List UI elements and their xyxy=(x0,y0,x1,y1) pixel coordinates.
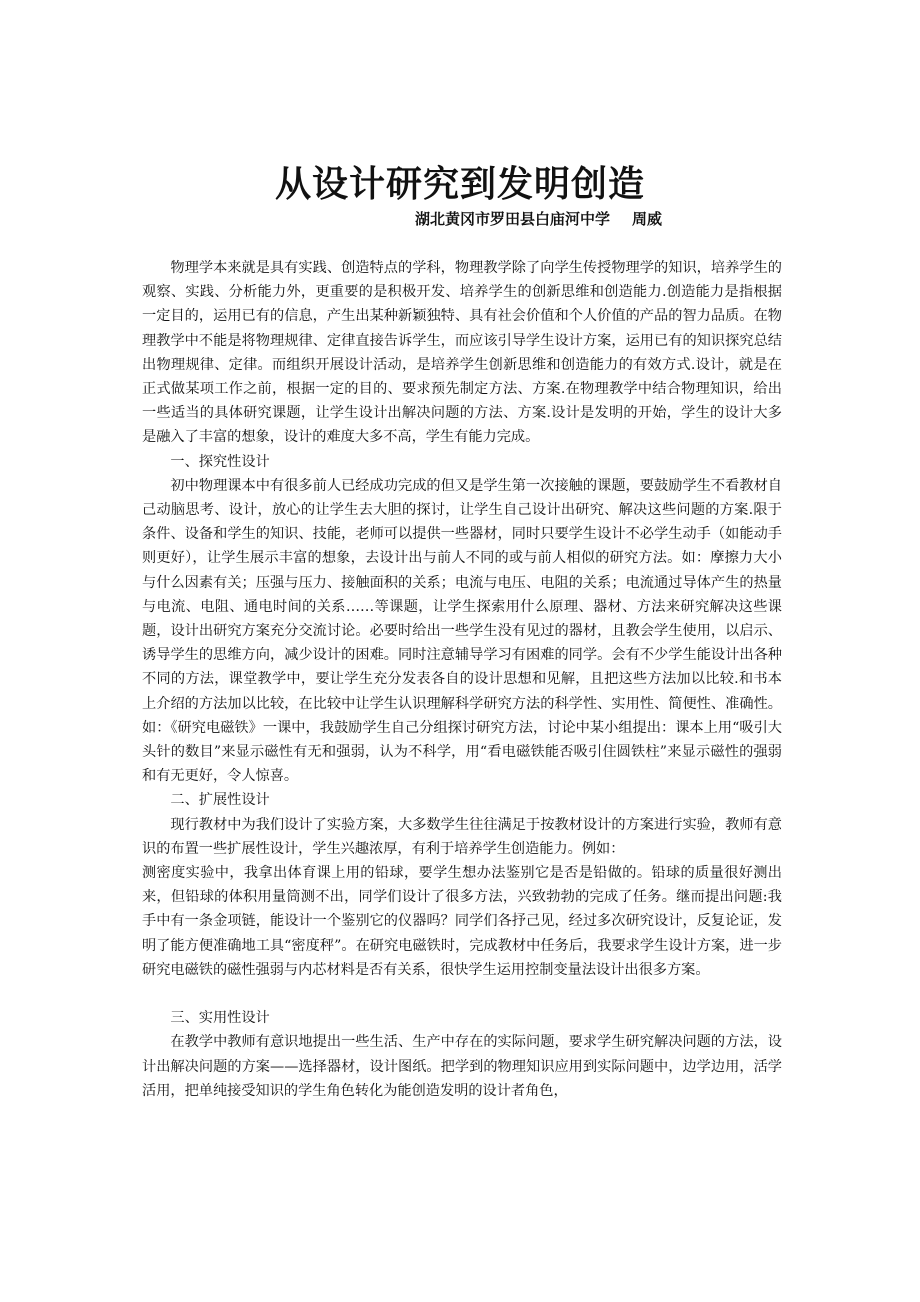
section2-paragraph-1: 现行教材中为我们设计了实验方案，大多数学生往往满足于按教材设计的方案进行实验，教师有意识的布置一些扩展性设计，学生兴趣浓厚，有利于培养学生创造能力。例如： xyxy=(142,816,782,857)
school-name: 湖北黄冈市罗田县白庙河中学 xyxy=(415,210,611,228)
document-title: 从设计研究到发明创造 xyxy=(274,163,645,205)
author-name: 周威 xyxy=(632,210,663,228)
section1-paragraph: 初中物理课本中有很多前人已经成功完成的但又是学生第一次接触的课题，要鼓励学生不看教材自己动脑思考、设计，放心的让学生去大胆的探讨，让学生自己设计出研究、解决这些问题的方案.限于条件、设备和学生的知识、技能，老师可以提供一些器材，同时只要学生设计不必学生动手（如能动手则更好），让学生展示丰富的想象，去设计出与前人不同的或与前人相似的研究方法。如：摩擦力大小与什么因素有关；压强与压力、接触面积的关系；电流与电压、电阻的关系；电流通过导体产生的热量与电流、电阻、通电时间的关系……等课题，让学生探索用什么原理、器材、方法来研究解决这些课题，设计出研究方案充分交流讨论。必要时给出一些学生没有见过的器材，且教会学生使用，以启示、诱导学生的思维方向，减少设计的困难。同时注意辅导学习有困难的同学。会有不少学生能设计出各种不同的方法，课堂教学中，要让学生充分发表各自的设计思想和见解，且把这些方法加以比较.和书本上介绍的方法加以比较，在比较中让学生认识理解科学研究方法的科学性、实用性、简便性、准确性。如：《研究电磁铁》一课中，我鼓励学生自己分组探讨研究方法，讨论中某小组提出：课本上用“吸引大头针的数目”来显示磁性有无和强弱，认为不科学，用“看电磁铁能否吸引住圆铁柱”来显示磁性的强弱和有无更好，令人惊喜。 xyxy=(142,477,782,785)
section2-paragraph-2: 测密度实验中，我拿出体育课上用的铅球，要学生想办法鉴别它是否是铅做的。铅球的质量很好测出来，但铅球的体积用量筒测不出，同学们设计了很多方法，兴致勃勃的完成了任务。继而提出问题:我手中有一条金项链，能设计一个鉴别它的仪器吗？同学们各抒己见，经过多次研究设计，反复论证，发明了能方便准确地工具“密度秤”。在研究电磁铁时，完成教材中任务后，我要求学生设计方案，进一步研究电磁铁的磁性强弱与内芯材料是否有关系，很快学生运用控制变量法设计出很多方案。 xyxy=(142,865,782,978)
section1-heading: 一、探究性设计 xyxy=(170,453,270,470)
byline xyxy=(415,208,662,230)
document-body xyxy=(142,256,782,1103)
section2-heading: 二、扩展性设计 xyxy=(170,792,270,809)
intro-paragraph: 物理学本来就是具有实践、创造特点的学科，物理教学除了向学生传授物理学的知识，培养学生的观察、实践、分析能力外，更重要的是积极开发、培养学生的创新思维和创造能力.创造能力是指根据一定目的，运用已有的信息，产生出某种新颖独特、具有社会价值和个人价值的产品的智力品质。在物理教学中不能是将物理规律、定律直接告诉学生，而应该引导学生设计方案，运用已有的知识探究总结出物理规律、定律。而组织开展设计活动，是培养学生创新思维和创造能力的有效方式.设计，就是在正式做某项工作之前，根据一定的目的、要求预先制定方法、方案.在物理教学中结合物理知识，给出一些适当的具体研究课题，让学生设计出解决问题的方法、方案.设计是发明的开始，学生的设计大多是融入了丰富的想象，设计的难度大多不高，学生有能力完成。 xyxy=(142,260,782,446)
section3-paragraph: 在教学中教师有意识地提出一些生活、生产中存在的实际问题，要求学生研究解决问题的方法，设计出解决问题的方案——选择器材，设计图纸。把学到的物理知识应用到实际问题中，边学边用，活学活用，把单纯接受知识的学生角色转化为能创造发明的设计者角色， xyxy=(142,1034,782,1099)
section3-heading: 三、实用性设计 xyxy=(170,1010,270,1027)
blank-line xyxy=(142,982,782,1006)
